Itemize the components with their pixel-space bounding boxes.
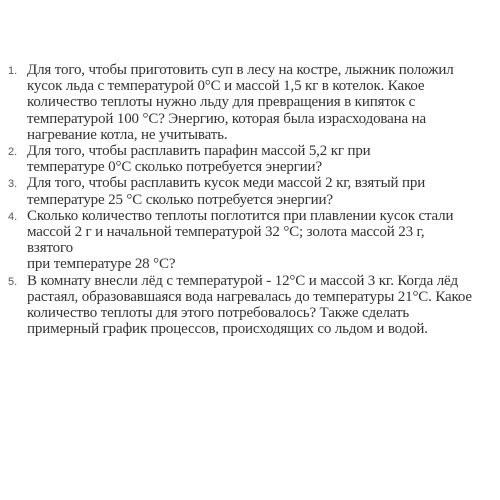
question-text xyxy=(27,143,472,175)
question-text xyxy=(27,175,472,207)
text-line: количество теплоты нужно льду для превращения в кипяток с xyxy=(27,94,416,111)
text-line: нагревание котла, не учитывать. xyxy=(27,126,228,143)
text-line: массой 2 г и начальной температурой 32 °С; золота массой 23 г, взятого xyxy=(27,224,425,257)
text-line: температурой 100 °С? Энергию, которая была израсходована на xyxy=(27,110,427,127)
question-2 xyxy=(0,143,500,175)
text-line: В комнату внесли лёд с температурой - 12°С и массой 3 кг. Когда лёд xyxy=(27,272,459,289)
question-5 xyxy=(0,273,500,338)
text-line: растаял, образовавшаяся вода нагревалась до температуры 21°С. Какое xyxy=(27,288,472,305)
text-line: температуре 25 °С сколько потребуется энергии? xyxy=(27,191,333,208)
text-line: Для того, чтобы расплавить парафин массой 5,2 кг при xyxy=(27,143,371,160)
text-line: при температуре 28 °С? xyxy=(27,256,176,273)
question-text xyxy=(27,208,472,273)
text-line: количество теплоты для этого потребовалось? Также сделать xyxy=(27,305,410,322)
question-number: 4. xyxy=(8,210,18,223)
question-4 xyxy=(0,208,500,273)
text-line: температуре 0°С сколько потребуется энергии? xyxy=(27,159,322,176)
text-line: кусок льда с температурой 0°С и массой 1,5 кг в котелок. Какое xyxy=(27,78,425,95)
question-1 xyxy=(0,62,500,143)
question-text xyxy=(27,273,472,338)
question-number: 2. xyxy=(8,146,18,159)
text-line: Сколько количество теплоты поглотится при плавлении кусок стали xyxy=(27,207,454,224)
question-number: 1. xyxy=(8,65,18,77)
text-line: Для того, чтобы приготовить суп в лесу на костре, лыжник положил xyxy=(27,62,454,78)
question-text xyxy=(27,62,472,143)
text-line: примерный график процессов, происходящих со льдом и водой. xyxy=(27,321,428,338)
question-3 xyxy=(0,175,500,207)
task-list xyxy=(0,62,500,337)
text-line: Для того, чтобы расплавить кусок меди массой 2 кг, взятый при xyxy=(27,175,426,192)
question-number: 3. xyxy=(8,178,18,191)
question-number: 5. xyxy=(8,275,18,288)
